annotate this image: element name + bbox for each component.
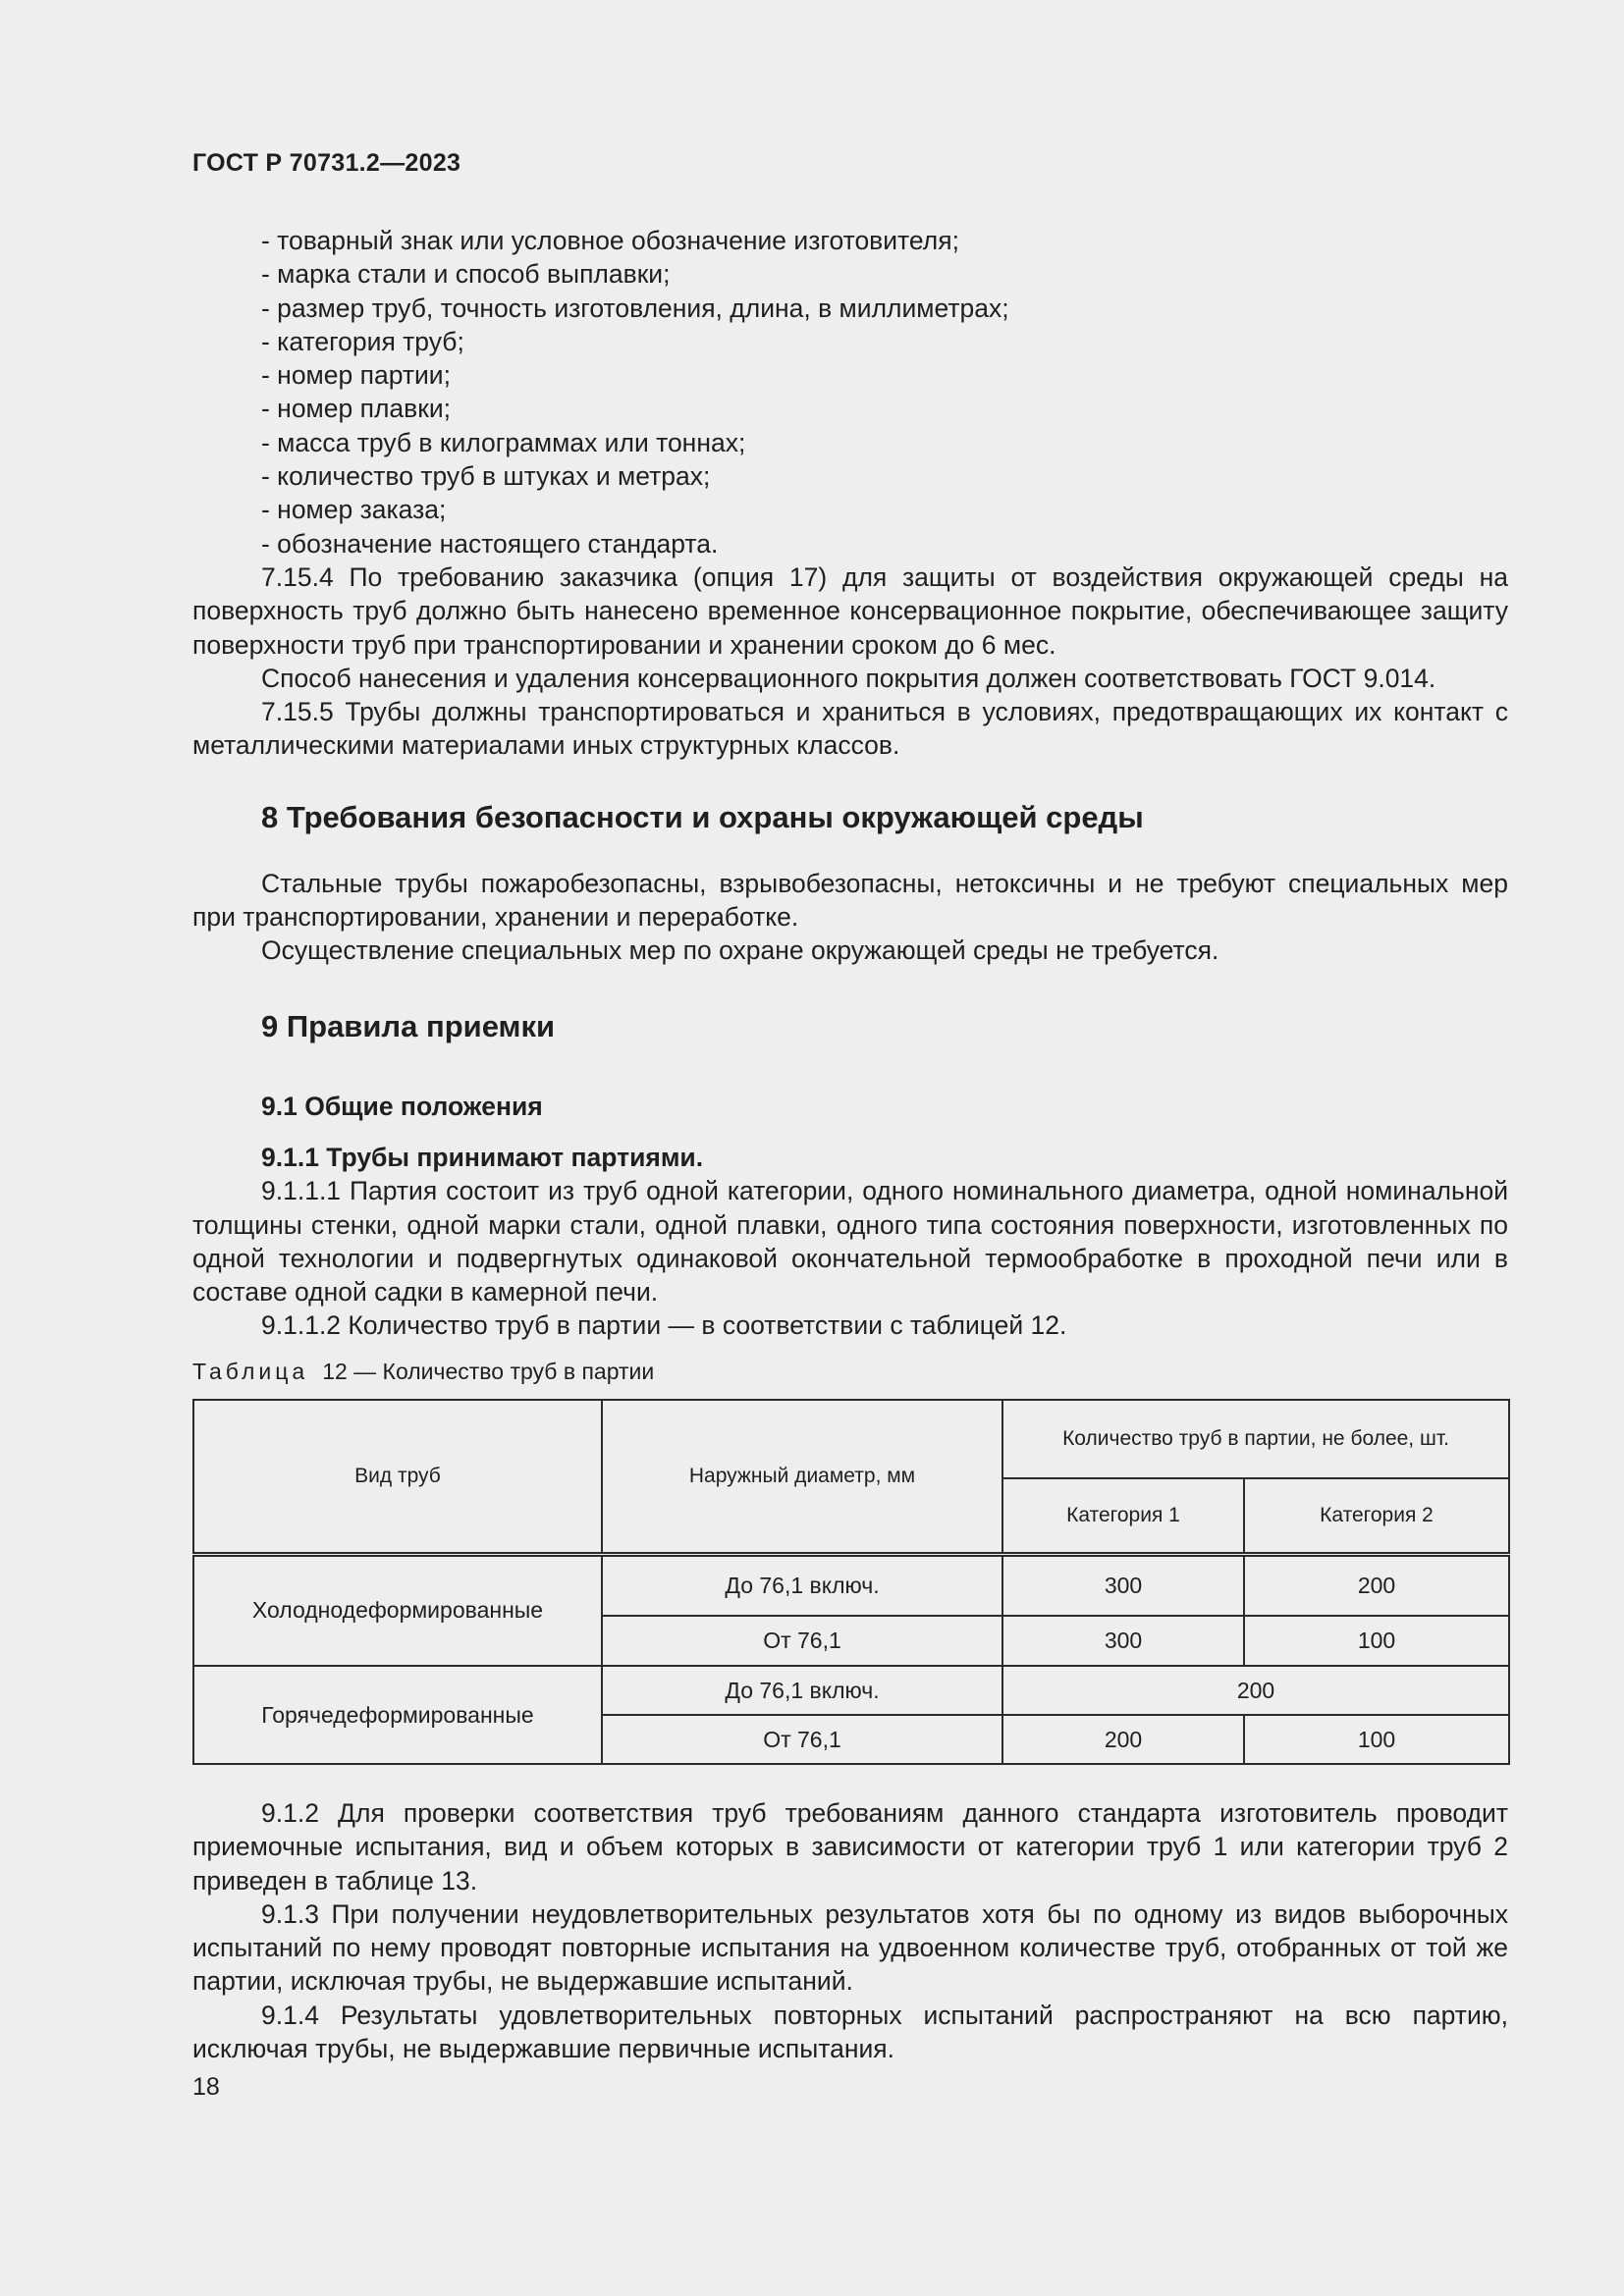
section-9-title: 9 Правила приемки xyxy=(261,1008,556,1043)
header-quantity: Количество труб в партии, не более, шт. xyxy=(1002,1400,1509,1478)
page-number: 18 xyxy=(192,2073,220,2101)
list-item: - номер плавки; xyxy=(261,394,452,424)
header-pipe-type: Вид труб xyxy=(193,1400,602,1554)
cell-category-2: 200 xyxy=(1244,1554,1509,1616)
paragraph-9-1-4: 9.1.4 Результаты удовлетворительных повторных испытаний распространяют на всю партию, исключая трубы, не выдержавшие первичные испытания. xyxy=(192,2000,1508,2064)
list-item: - марка стали и способ выплавки; xyxy=(261,259,671,290)
table-row xyxy=(193,1666,1509,1715)
paragraph-7-15-4: 7.15.4 По требованию заказчика (опция 17) для защиты от воздействия окружающей среды на поверхность труб должно быть нанесено временное консервационное покрытие, обеспечивающее защиту поверхности труб при транспортировании и хранении сроком до 6 мес. xyxy=(192,561,1508,660)
cell-diameter: От 76,1 xyxy=(602,1616,1002,1666)
cell-diameter: До 76,1 включ. xyxy=(602,1554,1002,1616)
paragraph-9-1-1-1: 9.1.1.1 Партия состоит из труб одной категории, одного номинального диаметра, одной номинальной толщины стенки, одной марки стали, одной плавки, одного типа состояния поверхности, изготовленных по одной технологии и подвергнутых одинаковой окончательной термообработке в проходной печи или в составе одной садки в камерной печи. xyxy=(192,1176,1508,1308)
subsection-9-1-1-title: 9.1.1 Трубы принимают партиями. xyxy=(261,1142,704,1172)
list-item: - масса труб в килограммах или тоннах; xyxy=(261,427,746,457)
paragraph-7-15-5: 7.15.5 Трубы должны транспортироваться и храниться в условиях, предотвращающих их контакт с металлическими материалами иных структурных классов. xyxy=(192,697,1508,761)
standard-header: ГОСТ Р 70731.2—2023 xyxy=(192,149,461,177)
table-caption-text: 12 — Количество труб в партии xyxy=(322,1359,655,1384)
paragraph-9-1-2: 9.1.2 Для проверки соответствия труб требованиям данного стандарта изготовитель проводит приемочные испытания, вид и объем которых в зависимости от категории труб 1 или категории труб 2 приведен в таблице 13. xyxy=(192,1798,1508,1896)
paragraph-9-1-3: 9.1.3 При получении неудовлетворительных результатов хотя бы по одному из видов выборочных испытаний по нему проводят повторные испытания на удвоенном количестве труб, отобранных от той же партии, исключая трубы, не выдержавшие испытаний. xyxy=(192,1898,1508,1997)
list-item: - количество труб в штуках и метрах; xyxy=(261,461,711,492)
list-item: - номер партии; xyxy=(261,360,451,391)
cell-pipe-type: Холоднодеформированные xyxy=(193,1554,602,1666)
cell-category-2: 100 xyxy=(1244,1616,1509,1666)
cell-pipe-type: Горячедеформированные xyxy=(193,1666,602,1764)
cell-category-1: 200 xyxy=(1002,1715,1244,1764)
cell-category-2: 100 xyxy=(1244,1715,1509,1764)
paragraph-9-1-1-2: 9.1.1.2 Количество труб в партии — в соответствии с таблицей 12. xyxy=(261,1310,1067,1341)
cell-category-1: 300 xyxy=(1002,1616,1244,1666)
list-item: - категория труб; xyxy=(261,326,464,356)
section-8-paragraph: Осуществление специальных мер по охране окружающей среды не требуется. xyxy=(261,935,1219,966)
subsection-9-1-title: 9.1 Общие положения xyxy=(261,1091,543,1121)
table-caption-label: Таблица xyxy=(192,1359,309,1384)
list-item: - товарный знак или условное обозначение изготовителя; xyxy=(261,226,959,255)
section-8-title: 8 Требования безопасности и охраны окружающей среды xyxy=(261,799,1144,834)
table-header-row xyxy=(193,1400,1509,1478)
list-item: - обозначение настоящего стандарта. xyxy=(261,528,719,559)
paragraph-conservation: Способ нанесения и удаления консервационного покрытия должен соответствовать ГОСТ 9.014. xyxy=(261,663,1436,693)
section-8-paragraph: Стальные трубы пожаробезопасны, взрывобезопасны, нетоксичны и не требуют специальных мер при транспортировании, хранении и переработке. xyxy=(192,868,1508,933)
body-text xyxy=(192,224,1508,1343)
table-12 xyxy=(192,1399,1510,1765)
after-table-text xyxy=(192,1796,1508,2065)
header-outer-diameter: Наружный диаметр, мм xyxy=(602,1400,1002,1554)
table-caption xyxy=(192,1359,654,1385)
header-category-2: Категория 2 xyxy=(1244,1478,1509,1554)
cell-quantity-merged: 200 xyxy=(1002,1666,1509,1715)
list-item: - размер труб, точность изготовления, длина, в миллиметрах; xyxy=(261,293,1009,323)
cell-category-1: 300 xyxy=(1002,1554,1244,1616)
cell-diameter: От 76,1 xyxy=(602,1715,1002,1764)
table-row xyxy=(193,1554,1509,1616)
header-category-1: Категория 1 xyxy=(1002,1478,1244,1554)
cell-diameter: До 76,1 включ. xyxy=(602,1666,1002,1715)
list-item: - номер заказа; xyxy=(261,495,447,525)
